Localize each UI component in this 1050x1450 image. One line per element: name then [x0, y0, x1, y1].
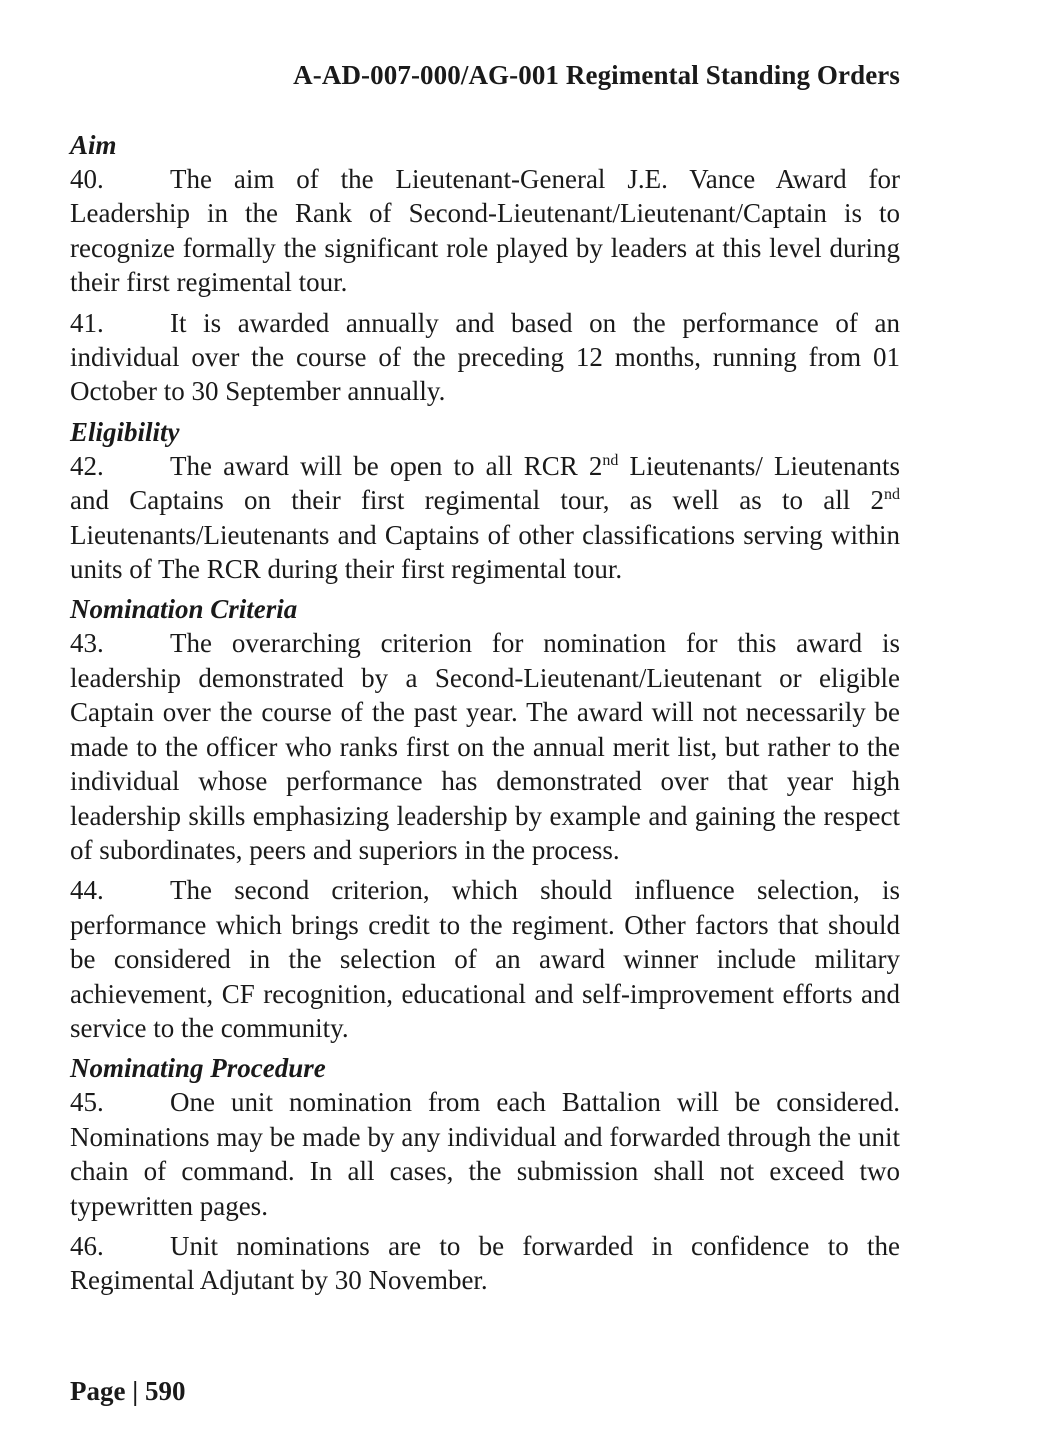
superscript: nd	[602, 451, 619, 469]
document-header: A-AD-007-000/AG-001 Regimental Standing Orders	[293, 60, 900, 90]
superscript: nd	[884, 486, 900, 504]
page-footer	[70, 1376, 185, 1407]
paragraph-44	[70, 873, 900, 1045]
paragraph-41	[70, 306, 900, 409]
paragraph-45	[70, 1085, 900, 1223]
paragraph-text: The aim of the Lieutenant-General J.E. Vance Award for Leadership in the Rank of Second-Lieutenant/Lieutenant/Captain is to recognize formally the significant role played by leaders at this level during their first regimental tour.	[70, 164, 900, 298]
paragraph-text: The award will be open to all RCR 2	[170, 450, 603, 481]
paragraph-number: 43.	[70, 628, 104, 659]
paragraph-text: It is awarded annually and based on the performance of an individual over the course of the preceding 12 months, running from 01 October to 30 September annually.	[70, 307, 900, 407]
paragraph-number: 44.	[70, 875, 104, 906]
paragraph-number: 46.	[70, 1230, 104, 1261]
paragraph-text: Lieutenants/Lieutenants and Captains of other classifications serving within units of The RCR during their first regimental tour.	[70, 519, 900, 585]
paragraph-number: 41.	[70, 307, 104, 338]
paragraph-text: Lieutenants/ Lieutenants and Captains on their first regimental tour, as well as to all 2	[70, 450, 901, 516]
paragraph-40	[70, 162, 900, 300]
paragraph-number: 40.	[70, 164, 104, 194]
section-heading-aim: Aim	[70, 130, 117, 160]
paragraph-number: 45.	[70, 1087, 104, 1118]
paragraph-text: Unit nominations are to be forwarded in confidence to the Regimental Adjutant by 30 November.	[70, 1230, 900, 1296]
paragraph-text: One unit nomination from each Battalion will be considered. Nominations may be made by any individual and forwarded through the unit chain of command. In all cases, the submission shall not exceed two typewritten pages.	[70, 1087, 900, 1221]
paragraph-text: The second criterion, which should influence selection, is performance which brings credit to the regiment. Other factors that should be considered in the selection of an award winner include military achievement, CF recognition, educational and self-improvement efforts and service to the community.	[70, 875, 900, 1043]
page-label: Page	[70, 1376, 126, 1406]
section-heading-eligibility: Eligibility	[70, 416, 180, 447]
paragraph-number: 42.	[70, 450, 104, 481]
paragraph-43	[70, 626, 900, 867]
paragraph-46	[70, 1229, 900, 1298]
paragraph-42	[70, 449, 900, 587]
page-separator: |	[132, 1376, 139, 1406]
section-heading-nomination-criteria: Nomination Criteria	[70, 594, 298, 625]
page-number: 590	[144, 1376, 186, 1406]
document-body	[70, 128, 900, 1304]
paragraph-text: The overarching criterion for nomination for this award is leadership demonstrated by a Second-Lieutenant/Lieutenant or eligible Captain over the course of the past year. The award will not necessarily be made to the officer who ranks first on the annual merit list, but rather to the individual whose performance has demonstrated over that year high leadership skills emphasizing leadership by example and gaining the respect of subordinates, peers and superiors in the process.	[70, 628, 900, 865]
section-heading-nominating-procedure: Nominating Procedure	[70, 1053, 326, 1084]
